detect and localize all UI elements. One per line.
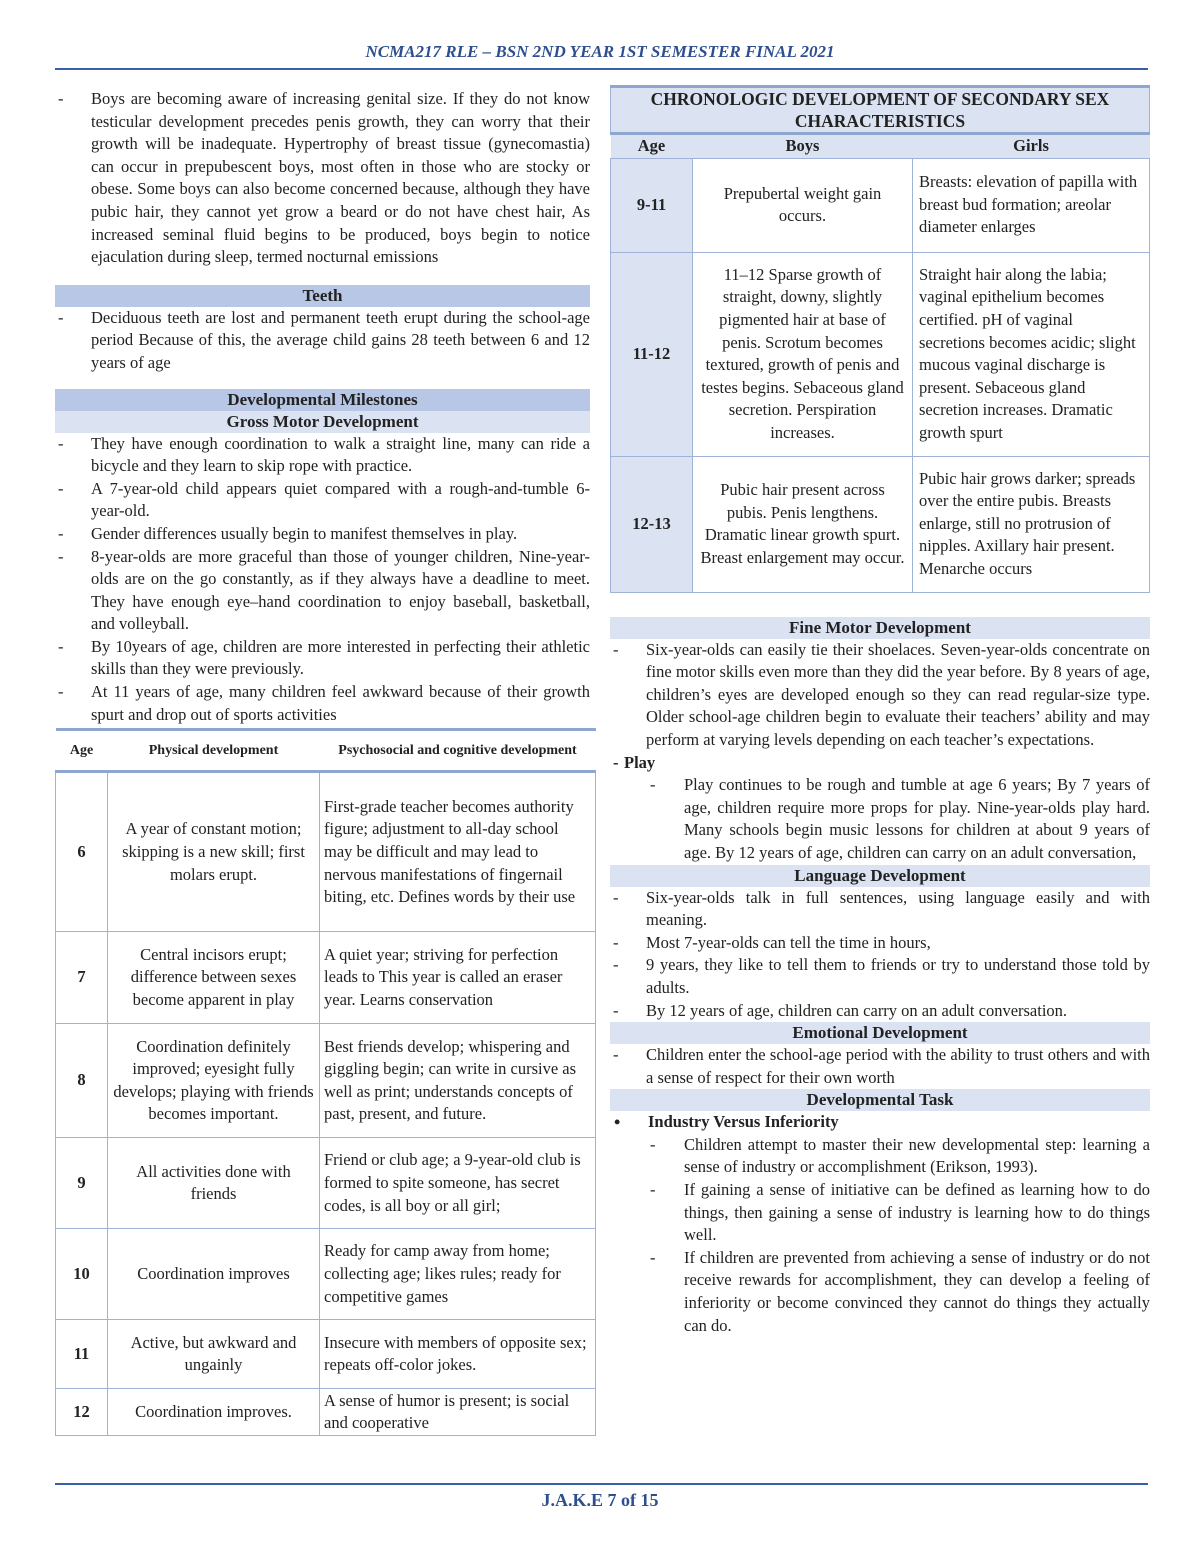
footer-divider [55,1483,1148,1485]
age-cell: 6 [56,772,108,932]
teeth-bullet: - Deciduous teeth are lost and permanent teeth erupt during the school-age period Because of this, the average child gains 28 teeth between 6 and 12 years of age [55,307,590,375]
age-cell: 7 [56,932,108,1024]
table-row [56,1389,596,1436]
column-header-age: Age [611,134,693,159]
table-header-row [56,730,596,772]
table-row [56,1138,596,1229]
language-heading: Language Development [610,865,1150,887]
gross-bullet: - By 10years of age, children are more interested in perfecting their athletic skills than they were previously. [55,636,590,681]
boys-cell: 11–12 Sparse growth of straight, downy, slightly pigmented hair at base of penis. Scrotum becomes textured, growth of penis and testes begins. Sebaceous gland secretion. Perspiration increases. [693,252,913,456]
psychosocial-cell: First-grade teacher becomes authority figure; adjustment to all-day school may be difficult and may lead to nervous manifestations of fingernail biting, etc. Defines words by their use [320,772,596,932]
language-bullet: - 9 years, they like to tell them to friends or try to understand those told by adults. [610,954,1150,999]
right-column [610,85,1150,1337]
intro-bullet: - Boys are becoming aware of increasing genital size. If they do not know testicular development precedes penis growth, they can worry that their growth will be inadequate. Hypertrophy of breast tissue (gynecomastia) can occur in prepubescent boys, most often in those who are stocky or obese. Some boys can also become concerned because, although they have pubic hair, they cannot yet grow a beard or do not have chest hair, As increased seminal fluid begins to be produced, boys begin to notice ejaculation during sleep, termed nocturnal emissions [55,88,590,269]
physical-cell: A year of constant motion; skipping is a new skill; first molars erupt. [108,772,320,932]
fine-motor-heading: Fine Motor Development [610,617,1150,639]
table-row [56,1320,596,1389]
emotional-bullet: - Children enter the school-age period with the ability to trust others and with a sense of respect for their own worth [610,1044,1150,1089]
boys-cell: Prepubertal weight gain occurs. [693,158,913,252]
psychosocial-cell: Friend or club age; a 9-year-old club is formed to spite someone, has secret codes, is all boy or all girl; [320,1138,596,1229]
gross-motor-heading: Gross Motor Development [55,411,590,433]
column-header-psychosocial: Psychosocial and cognitive development [320,730,596,772]
page-footer: J.A.K.E 7 of 15 [541,1490,659,1510]
developmental-task-heading: Developmental Task [610,1089,1150,1111]
table-row [611,158,1150,252]
table-header-row [611,134,1150,159]
page-header: NCMA217 RLE – BSN 2ND YEAR 1ST SEMESTER FINAL 2021 [365,42,835,61]
boys-cell: Pubic hair present across pubis. Penis lengthens. Dramatic linear growth spurt. Breast enlargement may occur. [693,456,913,592]
psychosocial-cell: A sense of humor is present; is social and cooperative [320,1389,596,1436]
gross-bullet: - 8-year-olds are more graceful than those of younger children, Nine-year-olds are on the go constantly, as if they always have a deadline to meet. They have enough eye–hand coordination to enjoy baseball, basketball, and volleyball. [55,546,590,636]
language-bullet: - Most 7-year-olds can tell the time in hours, [610,932,1150,955]
emotional-heading: Emotional Development [610,1022,1150,1044]
psychosocial-cell: Ready for camp away from home; collecting age; likes rules; ready for competitive games [320,1229,596,1320]
physical-cell: Active, but awkward and ungainly [108,1320,320,1389]
physical-cell: Coordination definitely improved; eyesight fully develops; playing with friends becomes important. [108,1024,320,1138]
teeth-heading: Teeth [55,285,590,307]
psychosocial-cell: Best friends develop; whispering and giggling begin; can write in cursive as well as print; understands concepts of past, present, and future. [320,1024,596,1138]
play-heading: - Play [610,752,1150,775]
gross-bullet: - They have enough coordination to walk a straight line, many can ride a bicycle and they learn to skip rope with practice. [55,433,590,478]
secondary-sex-characteristics-table [610,85,1150,593]
table-row [56,1229,596,1320]
age-cell: 11-12 [611,252,693,456]
age-cell: 9 [56,1138,108,1229]
age-cell: 12-13 [611,456,693,592]
industry-bullet: - Children attempt to master their new developmental step: learning a sense of industry or accomplishment (Erikson, 1993). [610,1134,1150,1179]
school-age-development-table [55,728,596,1436]
column-header-boys: Boys [693,134,913,159]
girls-cell: Breasts: elevation of papilla with breast bud formation; areolar diameter enlarges [913,158,1150,252]
gross-bullet: - Gender differences usually begin to manifest themselves in play. [55,523,590,546]
industry-bullet: - If gaining a sense of initiative can be defined as learning how to do things, then gaining a sense of industry is learning how to do things well. [610,1179,1150,1247]
column-header-age: Age [56,730,108,772]
column-header-physical: Physical development [108,730,320,772]
gross-bullet: - At 11 years of age, many children feel awkward because of their growth spurt and drop out of sports activities [55,681,590,726]
table-row [56,772,596,932]
play-bullet: - Play continues to be rough and tumble at age 6 years; By 7 years of age, children require more props for play. Nine-year-olds play hard. Many schools begin music lessons for children at about 9 years of age. By 12 years of age, children can carry on an adult conversation, [610,774,1150,864]
age-cell: 10 [56,1229,108,1320]
fine-motor-bullet: - Six-year-olds can easily tie their shoelaces. Seven-year-olds concentrate on fine motor skills even more than they did the year before. By 8 years of age, children’s eyes are developed enough so they can read regular-size type. Older school-age children begin to evaluate their teachers’ ability and may perform at varying levels depending on each teacher’s expectations. [610,639,1150,752]
industry-bullet: - If children are prevented from achieving a sense of industry or do not receive rewards for accomplishment, they can develop a feeling of inferiority or become convinced they cannot do things they actually can do. [610,1247,1150,1337]
age-cell: 11 [56,1320,108,1389]
physical-cell: Coordination improves [108,1229,320,1320]
milestones-heading: Developmental Milestones [55,389,590,411]
physical-cell: Coordination improves. [108,1389,320,1436]
gross-bullet: - A 7-year-old child appears quiet compared with a rough-and-tumble 6-year-old. [55,478,590,523]
table-row [56,932,596,1024]
industry-heading: • Industry Versus Inferiority [610,1111,1150,1134]
language-bullet: - By 12 years of age, children can carry on an adult conversation. [610,1000,1150,1023]
age-cell: 9-11 [611,158,693,252]
table-row [56,1024,596,1138]
physical-cell: Central incisors erupt; difference between sexes become apparent in play [108,932,320,1024]
table-title: CHRONOLOGIC DEVELOPMENT OF SECONDARY SEX CHARACTERISTICS [611,87,1150,134]
psychosocial-cell: Insecure with members of opposite sex; repeats off-color jokes. [320,1320,596,1389]
language-bullet: - Six-year-olds talk in full sentences, using language easily and with meaning. [610,887,1150,932]
girls-cell: Pubic hair grows darker; spreads over the entire pubis. Breasts enlarge, still no protrusion of nipples. Axillary hair present. Menarche occurs [913,456,1150,592]
age-cell: 8 [56,1024,108,1138]
psychosocial-cell: A quiet year; striving for perfection leads to This year is called an eraser year. Learns conservation [320,932,596,1024]
column-header-girls: Girls [913,134,1150,159]
header-divider [55,68,1148,70]
left-column [55,88,590,1436]
age-cell: 12 [56,1389,108,1436]
table-row [611,252,1150,456]
table-row [611,456,1150,592]
physical-cell: All activities done with friends [108,1138,320,1229]
girls-cell: Straight hair along the labia; vaginal epithelium becomes certified. pH of vaginal secretions becomes acidic; slight mucous vaginal discharge is present. Sebaceous gland secretion increases. Dramatic growth spurt [913,252,1150,456]
